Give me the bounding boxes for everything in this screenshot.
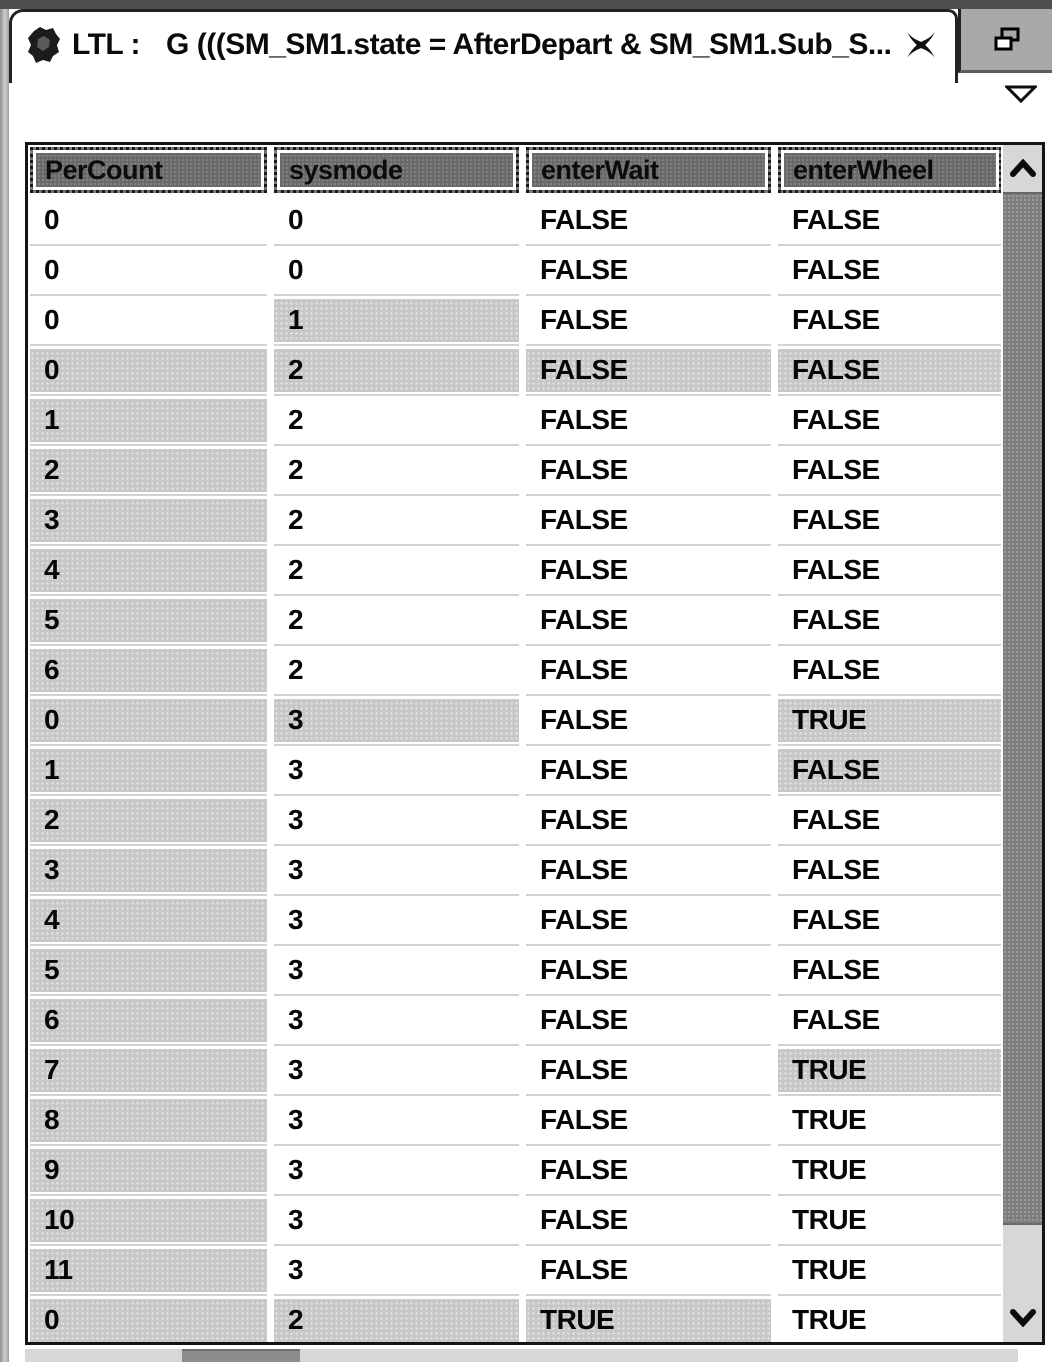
table-cell[interactable]: 7 (30, 1046, 267, 1096)
table-cell[interactable]: FALSE (778, 796, 1002, 846)
table-cell[interactable]: 2 (30, 446, 267, 496)
window-left-edge (0, 9, 9, 1362)
table-cell[interactable]: 9 (30, 1146, 267, 1196)
table-cell[interactable]: FALSE (778, 346, 1002, 396)
table-cell[interactable]: TRUE (526, 1296, 771, 1342)
table-cell[interactable]: 3 (30, 846, 267, 896)
table-row[interactable] (30, 746, 1002, 796)
table-cell[interactable]: 4 (30, 896, 267, 946)
table-cell[interactable]: 3 (274, 696, 519, 746)
table-cell[interactable]: 2 (274, 346, 519, 396)
table-cell[interactable]: FALSE (778, 396, 1002, 446)
table-cell[interactable]: FALSE (526, 496, 771, 546)
table-cell[interactable]: FALSE (526, 796, 771, 846)
table-cell[interactable]: FALSE (526, 546, 771, 596)
table-row[interactable] (30, 546, 1002, 596)
table-cell[interactable]: 5 (30, 946, 267, 996)
table-body (30, 196, 1002, 1342)
table-cell[interactable]: 3 (274, 746, 519, 796)
table-cell[interactable]: 10 (30, 1196, 267, 1246)
table-cell[interactable]: 3 (274, 1196, 519, 1246)
table-cell[interactable]: FALSE (526, 646, 771, 696)
column-header-percount[interactable]: PerCount (30, 147, 267, 193)
horizontal-scrollbar[interactable] (25, 1349, 1018, 1362)
table-cell[interactable]: 1 (30, 746, 267, 796)
window-top-edge (0, 0, 1052, 9)
table-cell[interactable]: 0 (274, 196, 519, 246)
chevron-up-icon (1010, 159, 1036, 177)
trace-table (25, 142, 1045, 1345)
table-cell[interactable]: FALSE (778, 746, 1002, 796)
table-row[interactable] (30, 396, 1002, 446)
table-cell[interactable]: TRUE (778, 1196, 1002, 1246)
table-cell[interactable]: 0 (30, 696, 267, 746)
table-cell[interactable]: FALSE (526, 346, 771, 396)
horizontal-scroll-thumb[interactable] (182, 1349, 300, 1362)
header-row (30, 147, 1002, 193)
table-cell[interactable]: FALSE (778, 296, 1002, 346)
table-cell[interactable]: FALSE (778, 196, 1002, 246)
table-cell[interactable]: 11 (30, 1246, 267, 1296)
table-cell[interactable]: 4 (30, 546, 267, 596)
table-cell[interactable]: 0 (30, 1296, 267, 1342)
table-cell[interactable]: 2 (30, 796, 267, 846)
table-cell[interactable]: 0 (30, 196, 267, 246)
restore-icon[interactable] (993, 27, 1021, 53)
table-cell[interactable]: 2 (274, 396, 519, 446)
table-cell[interactable]: FALSE (526, 996, 771, 1046)
table-cell[interactable]: FALSE (526, 1196, 771, 1246)
table-cell[interactable]: FALSE (778, 446, 1002, 496)
table-cell[interactable]: 3 (30, 496, 267, 546)
table-cell[interactable]: TRUE (778, 696, 1002, 746)
table-row[interactable] (30, 596, 1002, 646)
table-row[interactable] (30, 1096, 1002, 1146)
table-cell[interactable]: FALSE (526, 696, 771, 746)
column-header-enterwheel[interactable]: enterWheel (778, 147, 1002, 193)
table-cell[interactable]: TRUE (778, 1246, 1002, 1296)
close-icon[interactable] (903, 29, 939, 61)
table-cell[interactable]: 5 (30, 596, 267, 646)
table-cell[interactable]: FALSE (526, 746, 771, 796)
table-cell[interactable]: 6 (30, 996, 267, 1046)
view-menu-chevron-icon[interactable] (1004, 84, 1038, 104)
scroll-down-button[interactable] (1003, 1294, 1042, 1342)
table-row[interactable] (30, 196, 1002, 246)
table-cell[interactable]: TRUE (778, 1296, 1002, 1342)
table-cell[interactable]: 2 (274, 546, 519, 596)
column-header-enterwait[interactable]: enterWait (526, 147, 771, 193)
table-row[interactable] (30, 1046, 1002, 1096)
table-cell[interactable]: 3 (274, 1246, 519, 1296)
table-cell[interactable]: TRUE (778, 1096, 1002, 1146)
column-header-sysmode[interactable]: sysmode (274, 147, 519, 193)
table-row[interactable] (30, 996, 1002, 1046)
table-cell[interactable]: FALSE (778, 846, 1002, 896)
table-cell[interactable]: 0 (30, 346, 267, 396)
table-row[interactable] (30, 796, 1002, 846)
table-cell[interactable]: FALSE (526, 846, 771, 896)
tab-ltl[interactable] (9, 9, 958, 83)
table-cell[interactable]: FALSE (526, 396, 771, 446)
table-row[interactable] (30, 846, 1002, 896)
ltl-view-icon (26, 25, 62, 65)
table-row[interactable] (30, 296, 1002, 346)
table-row[interactable] (30, 496, 1002, 546)
table-cell[interactable]: 3 (274, 1046, 519, 1096)
table-cell[interactable]: FALSE (778, 946, 1002, 996)
table-cell[interactable]: 2 (274, 1296, 519, 1342)
table-cell[interactable]: 3 (274, 1146, 519, 1196)
table-cell[interactable]: 3 (274, 796, 519, 846)
table-cell[interactable]: FALSE (778, 646, 1002, 696)
table-cell[interactable]: FALSE (526, 1146, 771, 1196)
table-cell[interactable]: 0 (274, 246, 519, 296)
table-cell[interactable]: FALSE (526, 1246, 771, 1296)
tab-label: LTL : (72, 27, 141, 61)
table-cell[interactable]: 0 (30, 246, 267, 296)
table-cell[interactable]: 3 (274, 996, 519, 1046)
table-cell[interactable]: 3 (274, 896, 519, 946)
table-cell[interactable]: 1 (30, 396, 267, 446)
table-cell[interactable]: TRUE (778, 1046, 1002, 1096)
table-cell[interactable]: FALSE (526, 296, 771, 346)
table-cell[interactable]: FALSE (778, 996, 1002, 1046)
table-row[interactable] (30, 1246, 1002, 1296)
table-cell[interactable]: 8 (30, 1096, 267, 1146)
table-row[interactable] (30, 1196, 1002, 1246)
chevron-down-icon (1010, 1309, 1036, 1327)
table-cell[interactable]: FALSE (526, 596, 771, 646)
table-cell[interactable]: 2 (274, 646, 519, 696)
table-cell[interactable]: 3 (274, 1096, 519, 1146)
table-cell[interactable]: FALSE (778, 546, 1002, 596)
table-cell[interactable]: 2 (274, 596, 519, 646)
table-cell[interactable]: FALSE (778, 496, 1002, 546)
table-row[interactable] (30, 696, 1002, 746)
table-cell[interactable]: 2 (274, 496, 519, 546)
table-cell[interactable]: FALSE (526, 1096, 771, 1146)
table-cell[interactable]: FALSE (526, 896, 771, 946)
table-row[interactable] (30, 1146, 1002, 1196)
table-cell[interactable]: FALSE (526, 196, 771, 246)
table-cell[interactable]: 1 (274, 296, 519, 346)
table-cell[interactable]: TRUE (778, 1146, 1002, 1196)
table-cell[interactable]: FALSE (526, 246, 771, 296)
table-cell[interactable]: 0 (30, 296, 267, 346)
tab-expression: G (((SM_SM1.state = AfterDepart & SM_SM1.Sub_S... (166, 27, 892, 61)
table-cell[interactable]: 3 (274, 846, 519, 896)
table-row[interactable] (30, 246, 1002, 296)
table-row[interactable] (30, 896, 1002, 946)
table-cell[interactable]: 3 (274, 946, 519, 996)
table-cell[interactable]: 6 (30, 646, 267, 696)
table-cell[interactable]: 2 (274, 446, 519, 496)
table-row[interactable] (30, 646, 1002, 696)
table-row[interactable] (30, 446, 1002, 496)
vertical-scroll-thumb[interactable] (1003, 192, 1042, 1225)
table-cell[interactable]: FALSE (526, 446, 771, 496)
table-cell[interactable]: FALSE (526, 1046, 771, 1096)
vertical-scrollbar[interactable] (1001, 145, 1042, 1342)
table-cell[interactable]: FALSE (526, 946, 771, 996)
table-cell[interactable]: FALSE (778, 896, 1002, 946)
tabstrip-right-area (958, 9, 1052, 73)
table-row[interactable] (30, 946, 1002, 996)
table-row[interactable] (30, 346, 1002, 396)
scroll-up-button[interactable] (1003, 145, 1042, 191)
table-cell[interactable]: FALSE (778, 596, 1002, 646)
table-cell[interactable]: FALSE (778, 246, 1002, 296)
table-row[interactable] (30, 1296, 1002, 1342)
